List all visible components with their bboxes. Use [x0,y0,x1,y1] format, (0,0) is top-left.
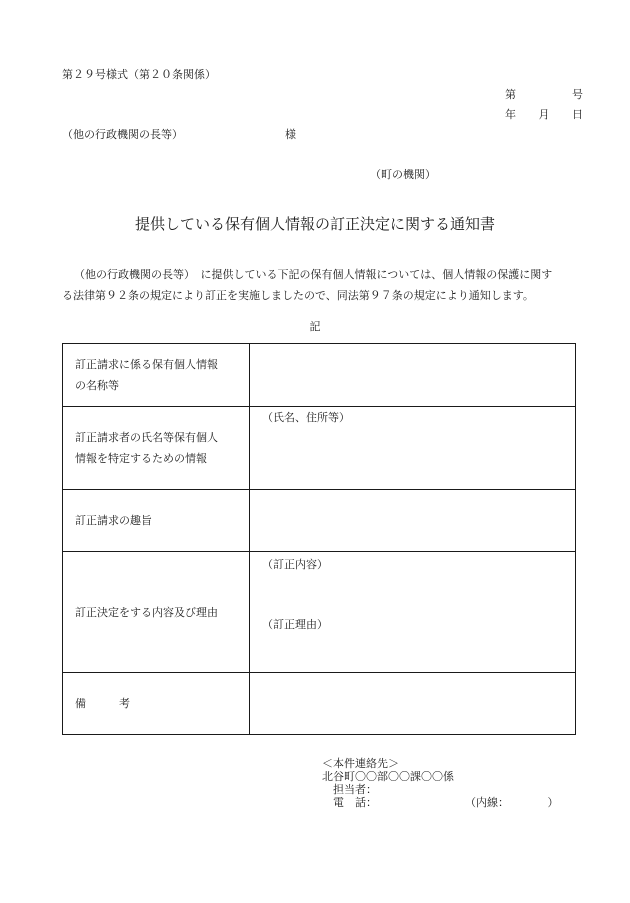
contact-block [322,757,559,809]
table-row [63,552,576,673]
table-row [63,407,576,490]
note-name-address: （氏名、住所等） [262,411,350,424]
table-row [63,344,576,407]
detail-table [62,343,576,735]
table-row [63,490,576,552]
value-requester[interactable] [250,407,576,490]
document-title: 提供している保有個人情報の訂正決定に関する通知書 [134,215,495,233]
addressee-name: （他の行政機関の長等） [62,128,183,141]
value-name[interactable] [250,344,576,407]
contact-department: 北谷町〇〇部〇〇課〇〇係 [322,770,454,783]
row-label-remarks: 備 考 [63,673,250,735]
note-correction-reason: （訂正理由） [262,618,328,631]
contact-phone: 電 話： （内線： ） [322,796,559,809]
date-line [505,106,583,122]
row-label-purpose: 訂正請求の趣旨 [63,490,250,552]
addressee-honorific: 様 [285,128,296,141]
value-purpose[interactable] [250,490,576,552]
form-number: 第２９号様式（第２０条関係） [62,68,216,81]
value-decision[interactable] [250,552,576,673]
row-label-decision: 訂正決定をする内容及び理由 [63,552,250,673]
sender-name: （町の機関） [370,168,436,181]
number-label: 第 [505,88,516,101]
body-line-1: （他の行政機関の長等） に提供している下記の保有個人情報については、個人情報の保護に関す [74,268,553,281]
contact-heading: ＜本件連絡先＞ [322,757,399,770]
year-label: 年 [505,108,516,121]
number-suffix: 号 [572,88,583,101]
contact-person: 担当者： [322,783,377,796]
table-row [63,673,576,735]
document-number-line [505,86,583,102]
row-label-requester: 訂正請求者の氏名等保有個人 情報を特定するための情報 [63,407,250,490]
value-remarks[interactable] [250,673,576,735]
day-label: 日 [572,108,583,121]
body-paragraph [62,264,582,306]
ki-heading: 記 [309,320,321,333]
month-label: 月 [538,108,550,121]
note-correction-content: （訂正内容） [262,558,328,571]
body-line-2: る法律第９２条の規定により訂正を実施しましたので、同法第９７条の規定により通知します。 [62,289,534,302]
row-label-name: 訂正請求に係る保有個人情報 の名称等 [63,344,250,407]
